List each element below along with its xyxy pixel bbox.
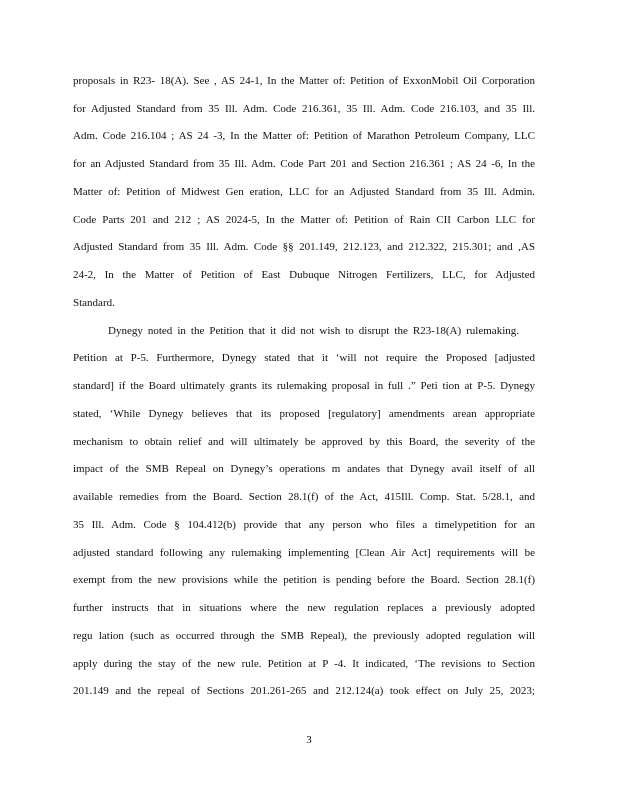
text-line: exempt from the new provisions while the petition is pending before the Board. Section 28.1(f)	[73, 574, 535, 586]
text-line: regu lation (such as occurred through the SMB Repeal), the previously adopted regulation will	[73, 630, 535, 642]
page-number: 3	[306, 734, 312, 746]
text-line: impact of the SMB Repeal on Dynegy’s operations m andates that Dynegy avail itself of all	[73, 463, 535, 475]
text-line: adjusted standard following any rulemaking implementing [Clean Air Act] requirements will be	[73, 547, 535, 559]
text-line: Code Parts 201 and 212 ; AS 2024-5, In the Matter of: Petition of Rain CII Carbon LLC for	[73, 214, 535, 226]
text-line: mechanism to obtain relief and will ultimately be approved by this Board, the severity of the	[73, 436, 535, 448]
text-line: Petition at P-5. Furthermore, Dynegy stated that it ‘will not require the Proposed [adjusted	[73, 352, 535, 364]
text-line: Adjusted Standard from 35 Ill. Adm. Code §§ 201.149, 212.123, and 212.322, 215.301; and ,AS	[73, 241, 535, 253]
text-line: 24-2, In the Matter of Petition of East Dubuque Nitrogen Fertilizers, LLC, for Adjusted	[73, 269, 535, 281]
text-line: for Adjusted Standard from 35 Ill. Adm. Code 216.361, 35 Ill. Adm. Code 216.103, and 35 Ill.	[73, 103, 535, 115]
text-line: for an Adjusted Standard from 35 Ill. Adm. Code Part 201 and Section 216.361 ; AS 24 -6, In the	[73, 158, 535, 170]
text-line: Adm. Code 216.104 ; AS 24 -3, In the Matter of: Petition of Marathon Petroleum Company, LLC	[73, 130, 535, 142]
text-line: Matter of: Petition of Midwest Gen eration, LLC for an Adjusted Standard from 35 Ill. Admin.	[73, 186, 535, 198]
text-line: apply during the stay of the new rule. Petition at P -4. It indicated, ‘The revisions to Section	[73, 658, 535, 670]
text-line: Dynegy noted in the Petition that it did not wish to disrupt the R23-18(A) rulemaking.	[108, 325, 519, 337]
text-line: standard] if the Board ultimately grants its rulemaking proposal in full .” Peti tion at P-5. Dynegy	[73, 380, 535, 392]
text-line: 35 Ill. Adm. Code § 104.412(b) provide that any person who files a timelypetition for an	[73, 519, 535, 531]
text-line: available remedies from the Board. Section 28.1(f) of the Act, 415Ill. Comp. Stat. 5/28.1, and	[73, 491, 535, 503]
text-line: 201.149 and the repeal of Sections 201.261-265 and 212.124(a) took effect on July 25, 2023;	[73, 685, 535, 697]
text-line: proposals in R23- 18(A). See , AS 24-1, In the Matter of: Petition of ExxonMobil Oil Corporation	[73, 75, 535, 87]
text-line: Standard.	[73, 297, 115, 309]
text-line: further instructs that in situations where the new regulation replaces a previously adopted	[73, 602, 535, 614]
text-line: stated, ‘While Dynegy believes that its proposed [regulatory] amendments arean appropriate	[73, 408, 535, 420]
